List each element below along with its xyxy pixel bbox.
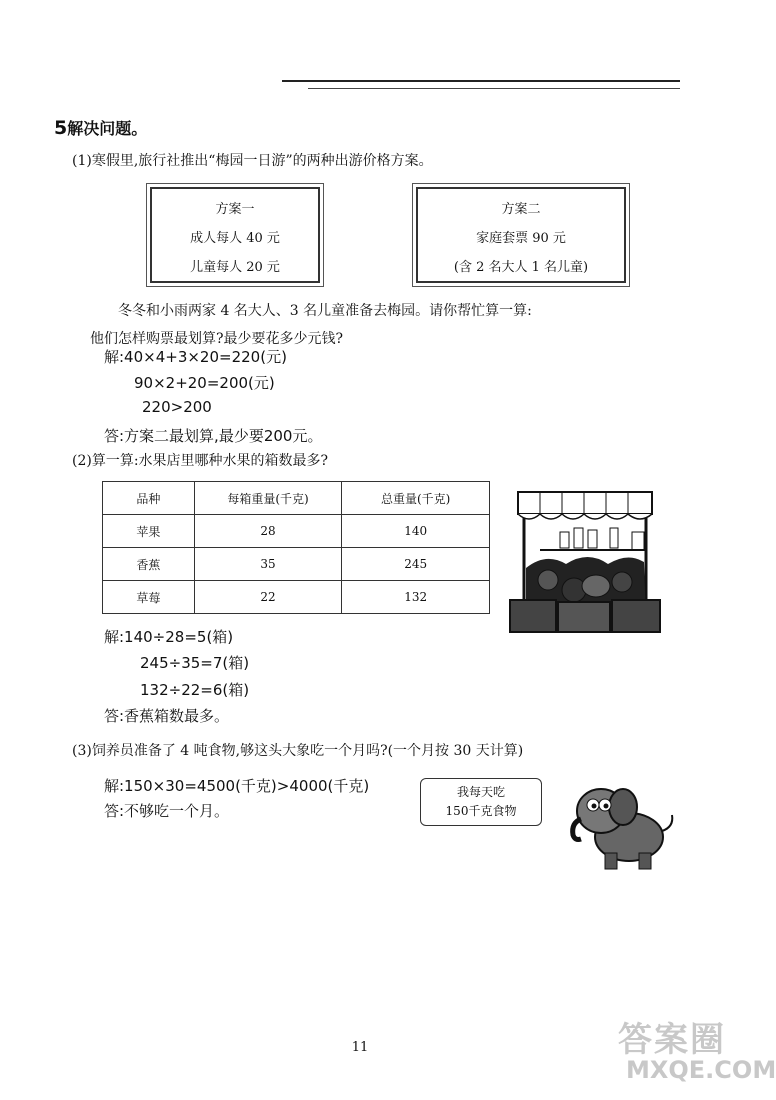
table-header: 品种 (103, 482, 195, 515)
table-cell: 草莓 (103, 581, 195, 614)
table-header: 每箱重量(千克) (194, 482, 342, 515)
watermark-url: MXQE.COM (626, 1056, 776, 1084)
plan2-line1: 家庭套票 90 元 (476, 231, 566, 246)
table-cell: 132 (342, 581, 490, 614)
q2-answer: 答:香蕉箱数最多。 (104, 707, 230, 725)
q1-description-1: 冬冬和小雨两家 4 名大人、3 名儿童准备去梅园。请你帮忙算一算: (118, 303, 532, 319)
fruit-table (102, 481, 490, 614)
plan1-title: 方案一 (215, 202, 255, 217)
elephant-illustration (565, 775, 680, 875)
q2-solution-3: 132÷22=6(箱) (140, 681, 250, 699)
q3-answer: 答:不够吃一个月。 (104, 802, 230, 820)
table-row (103, 548, 490, 581)
plan2-title: 方案二 (501, 202, 541, 217)
table-cell: 140 (342, 515, 490, 548)
plan2-line2: (含 2 名大人 1 名儿童) (453, 260, 589, 275)
q1-solution-1: 解:40×4+3×20=220(元) (104, 348, 287, 366)
table-cell: 香蕉 (103, 548, 195, 581)
q1-question: (1)寒假里,旅行社推出“梅园一日游”的两种出游价格方案。 (72, 153, 433, 169)
q1-solution-3: 220>200 (142, 398, 212, 416)
q3-question: (3)饲养员准备了 4 吨食物,够这头大象吃一个月吗?(一个月按 30 天计算) (72, 743, 524, 759)
header-rule (282, 80, 680, 82)
q3-solution: 解:150×30=4500(千克)>4000(千克) (104, 777, 370, 795)
header-rule-thin (308, 88, 680, 89)
table-cell: 245 (342, 548, 490, 581)
q1-description-2: 他们怎样购票最划算?最少要花多少元钱? (90, 331, 344, 347)
table-cell: 苹果 (103, 515, 195, 548)
table-header-row (103, 482, 490, 515)
plan1-box (150, 187, 320, 283)
plan1-line1: 成人每人 40 元 (190, 231, 280, 246)
q1-answer: 答:方案二最划算,最少要200元。 (104, 427, 323, 445)
bubble-line-2: 150千克食物 (445, 804, 517, 818)
page-number: 11 (351, 1040, 369, 1055)
table-row (103, 581, 490, 614)
watermark-logo: 答案圈 (618, 1020, 726, 1060)
plan1-line2: 儿童每人 20 元 (190, 260, 280, 275)
section-number: 5 (54, 117, 68, 139)
table-header: 总重量(千克) (342, 482, 490, 515)
q2-solution-2: 245÷35=7(箱) (140, 654, 250, 672)
table-cell: 22 (194, 581, 342, 614)
table-row (103, 515, 490, 548)
section-title-text: 解决问题。 (67, 119, 148, 138)
q1-solution-2: 90×2+20=200(元) (134, 374, 275, 392)
q2-solution-1: 解:140÷28=5(箱) (104, 628, 234, 646)
elephant-speech-bubble (420, 778, 542, 826)
plan2-box (416, 187, 626, 283)
fruit-stall-illustration (500, 488, 670, 638)
table-cell: 28 (194, 515, 342, 548)
section-title (54, 116, 147, 139)
table-cell: 35 (194, 548, 342, 581)
bubble-line-1: 我每天吃 (456, 785, 505, 799)
q2-question: (2)算一算:水果店里哪种水果的箱数最多? (72, 453, 329, 469)
